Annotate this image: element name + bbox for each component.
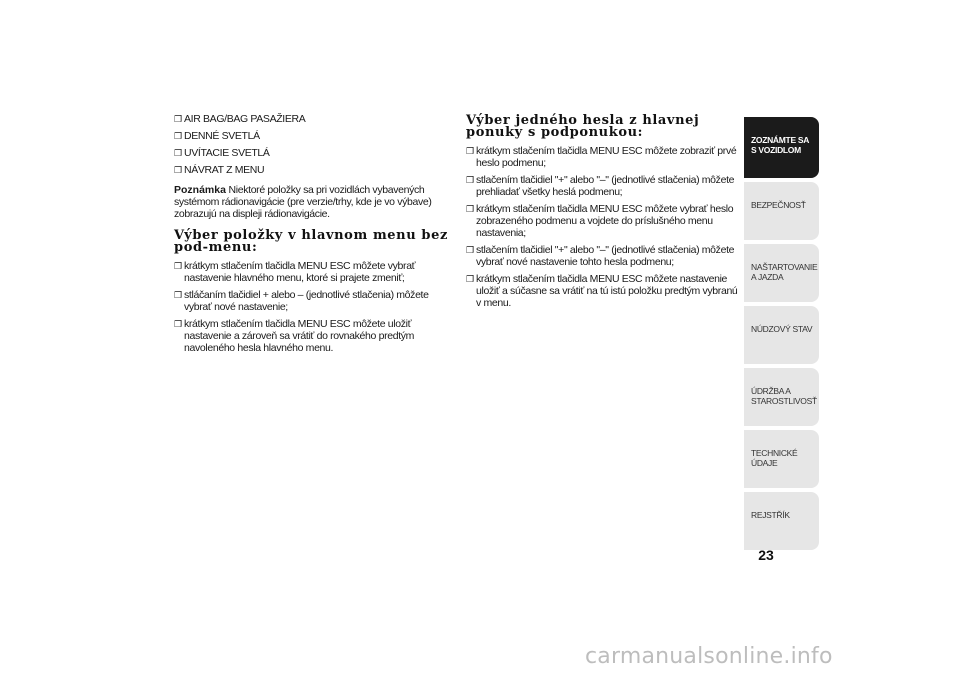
checkbox-bullet-icon: ❒ xyxy=(466,146,474,156)
tab-nastartovanie-a-jazda[interactable]: NAŠTARTOVANIE A JAZDA xyxy=(744,244,819,302)
list-item: ❒ stlačením tlačidiel "+" alebo "–" (jednotlivé stlačenia) môžete prehliadať všetky heslá podmenu; xyxy=(466,174,735,198)
tab-bezpecnost[interactable]: BEZPEČNOSŤ xyxy=(744,182,819,240)
instruction-list xyxy=(466,145,738,309)
left-column xyxy=(174,113,456,359)
list-item: ❒ krátkym stlačením tlačidla MENU ESC môžete vybrať heslo zobrazeného podmenu a vojdete do príslušného menu nastavenia; xyxy=(466,203,734,239)
tab-udrzba-a-starostlivost[interactable]: ÚDRŽBA A STAROSTLIVOSŤ xyxy=(744,368,819,426)
tab-nudzovy-stav[interactable]: NÚDZOVÝ STAV xyxy=(744,306,819,364)
section-heading: Výber jedného hesla z hlavnej ponuky s podponukou: xyxy=(466,113,700,140)
section-heading: Výber položky v hlavnom menu bez pod-menu: xyxy=(174,228,448,255)
note-label: Poznámka xyxy=(174,184,226,196)
checkbox-bullet-icon: ❒ xyxy=(174,165,182,175)
tab-technicke-udaje[interactable]: TECHNICKÉ ÚDAJE xyxy=(744,430,819,488)
list-item: ❒ DENNÉ SVETLÁ xyxy=(174,130,260,142)
list-item: ❒ krátkym stlačením tlačidla MENU ESC môžete vybrať nastavenie hlavného menu, ktoré si prajete zmeniť; xyxy=(174,260,416,284)
instruction-list xyxy=(174,260,456,354)
watermark: carmanualsonline.info xyxy=(585,644,833,669)
right-column xyxy=(466,115,738,314)
list-item: ❒ NÁVRAT Z MENU xyxy=(174,164,265,176)
checkbox-bullet-icon: ❒ xyxy=(174,114,182,124)
tab-rejstrik[interactable]: REJSTŘÍK xyxy=(744,492,819,550)
checkbox-bullet-icon: ❒ xyxy=(174,290,182,300)
checkbox-bullet-icon: ❒ xyxy=(466,204,474,214)
list-item: ❒ krátkym stlačením tlačidla MENU ESC môžete nastavenie uložiť a súčasne sa vrátiť na tú istú položku predtým vybranú v menu. xyxy=(466,273,738,309)
page-number: 23 xyxy=(758,547,774,563)
list-item: ❒ UVÍTACIE SVETLÁ xyxy=(174,147,270,159)
checkbox-bullet-icon: ❒ xyxy=(174,131,182,141)
list-item: ❒ stláčaním tlačidiel + alebo – (jednotlivé stlačenia) môžete vybrať nové nastavenie; xyxy=(174,289,429,313)
checkbox-bullet-icon: ❒ xyxy=(466,175,474,185)
note-text: Niektoré položky sa pri vozidlách vybavených systémom rádionavigácie (pre verzie/trhy, kde je vo výbave) zobrazujú na displeji rádionavigácie. xyxy=(174,184,432,220)
checkbox-bullet-icon: ❒ xyxy=(466,274,474,284)
list-item: ❒ stlačením tlačidiel "+" alebo "–" (jednotlivé stlačenia) môžete vybrať nové nastavenie tohto hesla podmenu; xyxy=(466,244,735,268)
list-item: ❒ AIR BAG/BAG PASAŽIERA xyxy=(174,113,306,125)
checkbox-bullet-icon: ❒ xyxy=(174,261,182,271)
tab-zoznamte-sa-s-vozidlom[interactable]: ZOZNÁMTE SA S VOZIDLOM xyxy=(744,117,819,178)
list-item: ❒ krátkym stlačením tlačidla MENU ESC môžete zobraziť prvé heslo podmenu; xyxy=(466,145,737,169)
list-item: ❒ krátkym stlačením tlačidla MENU ESC môžete uložiť nastavenie a zároveň sa vrátiť do rovnakého predtým navoleného hesla hlavného menu. xyxy=(174,318,415,354)
settings-list xyxy=(174,113,456,176)
note-paragraph xyxy=(174,184,456,220)
checkbox-bullet-icon: ❒ xyxy=(174,148,182,158)
chapter-tabs xyxy=(744,117,819,554)
checkbox-bullet-icon: ❒ xyxy=(466,245,474,255)
checkbox-bullet-icon: ❒ xyxy=(174,319,182,329)
